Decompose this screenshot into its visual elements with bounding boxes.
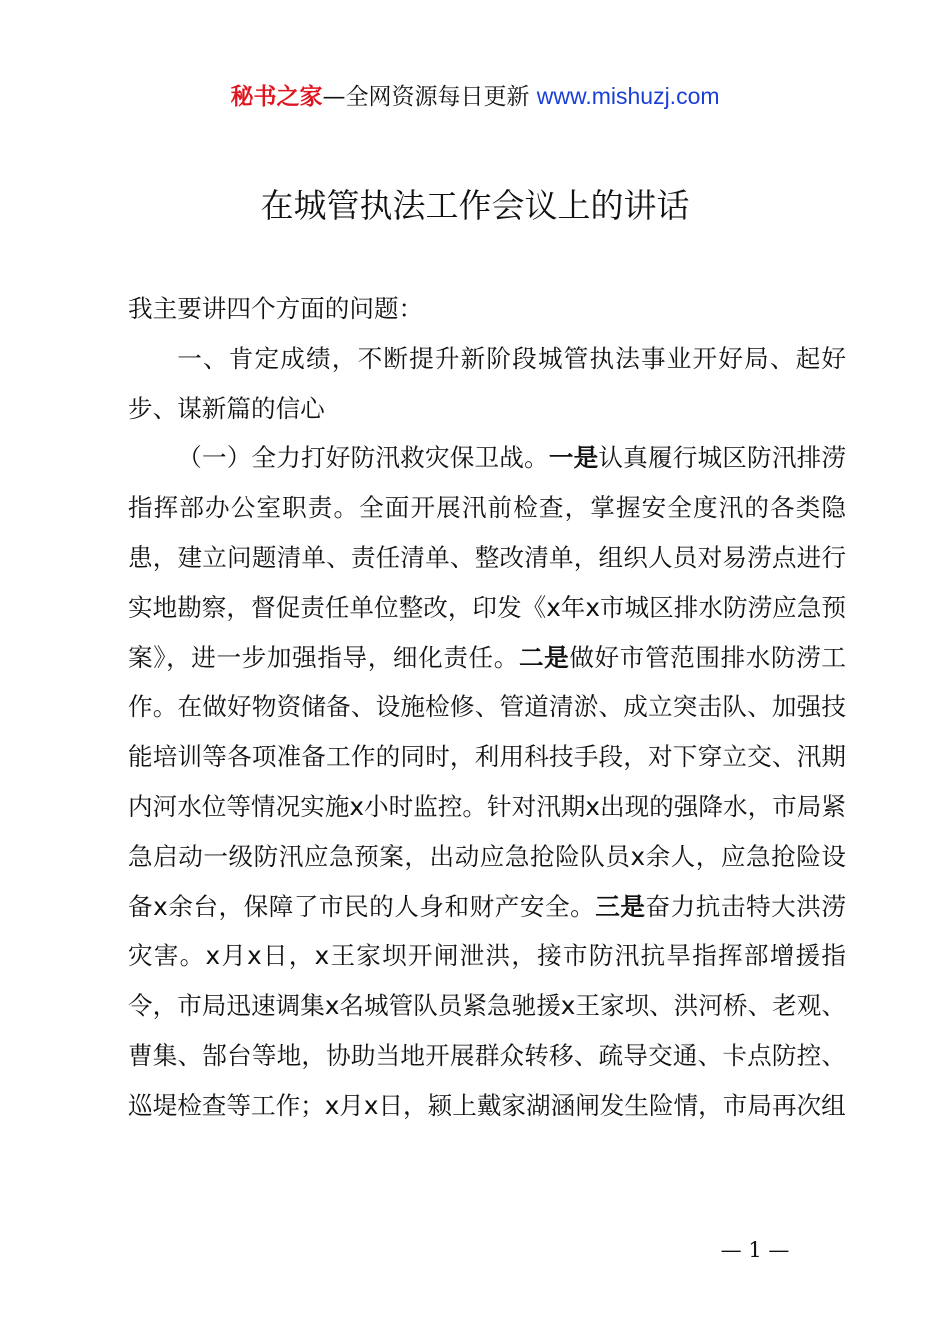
paragraph-text-2: 做好市管范围排水防涝工作。在做好物资储备、设施检修、管道清淤、成立突击队、加强技能培训等各项准备工作的同时，利用科技手段，对下穿立交、汛期内河水位等情况实施x小时监控。针对汛期x出现的强降水，市局紧急启动一级防汛应急预案，出动应急抢险队员x余人，应急抢险设备x余台，保障了市民的人身和财产安全。	[128, 642, 846, 921]
paragraph-text-3: 奋力抗击特大洪涝灾害。x月x日，x王家坝开闸泄洪，接市防汛抗旱指挥部增援指令，市局迅速调集x名城管队员紧急驰援x王家坝、洪河桥、老观、曹集、郜台等地，协助当地开展群众转移、疏导交通、卡点防控、巡堤检查等工作；x月x日，颍上戴家湖涵闸发生险情，市局再次组	[128, 891, 846, 1120]
paragraph-text-1: 认真履行城区防汛排涝指挥部办公室职责。全面开展汛前检查，掌握安全度汛的各类隐患，建立问题清单、责任清单、整改清单，组织人员对易涝点进行实地勘察，督促责任单位整改，印发《x年x市城区排水防涝应急预案》，进一步加强指导，细化责任。	[128, 443, 846, 672]
document-body	[128, 284, 846, 1131]
lead-phrase-1: 一是	[548, 443, 599, 473]
intro-paragraph: 我主要讲四个方面的问题：	[128, 294, 424, 323]
lead-phrase-2: 二是	[518, 642, 570, 672]
site-url[interactable]: www.mishuzj.com	[536, 83, 720, 109]
paragraph-subheading: （一）全力打好防汛救灾保卫战。	[177, 443, 549, 473]
lead-phrase-3: 三是	[595, 891, 646, 921]
page-number: — 1 —	[720, 1238, 790, 1262]
site-header	[0, 80, 950, 113]
section-heading: 一、肯定成绩，不断提升新阶段城管执法事业开好局、起好步、谋新篇的信心	[128, 343, 846, 423]
site-brand: 秘书之家	[230, 84, 323, 110]
document-title: 在城管执法工作会议上的讲话	[260, 186, 690, 225]
content-paragraph	[128, 433, 846, 1130]
site-slogan: —全网资源每日更新	[322, 84, 530, 110]
